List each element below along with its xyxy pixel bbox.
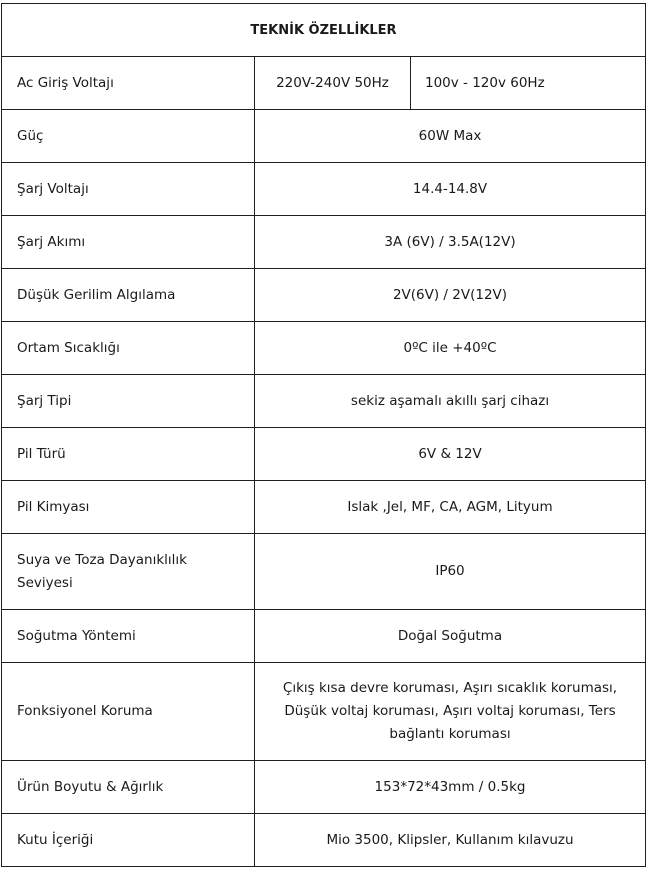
spec-table: [1, 3, 646, 867]
row-value: 6V & 12V: [255, 428, 646, 481]
table-row: [2, 814, 646, 867]
row-label: Ac Giriş Voltajı: [2, 57, 255, 110]
row-label: Ortam Sıcaklığı: [2, 322, 255, 375]
table-row: [2, 110, 646, 163]
row-value: Doğal Soğutma: [255, 610, 646, 663]
row-value: IP60: [255, 534, 646, 610]
row-label: Şarj Voltajı: [2, 163, 255, 216]
table-row: [2, 163, 646, 216]
table-row: [2, 375, 646, 428]
row-value: 2V(6V) / 2V(12V): [255, 269, 646, 322]
table-row: [2, 269, 646, 322]
table-row: [2, 610, 646, 663]
row-value: Çıkış kısa devre koruması, Aşırı sıcaklık koruması, Düşük voltaj koruması, Aşırı voltaj koruması, Ters bağlantı koruması: [255, 663, 646, 761]
row-label: Fonksiyonel Koruma: [2, 663, 255, 761]
row-value: 60W Max: [255, 110, 646, 163]
table-title: TEKNİK ÖZELLİKLER: [2, 4, 646, 57]
table-row: [2, 663, 646, 761]
table-row: [2, 428, 646, 481]
row-label: Ürün Boyutu & Ağırlık: [2, 761, 255, 814]
table-row: [2, 481, 646, 534]
row-label: Soğutma Yöntemi: [2, 610, 255, 663]
row-value: 153*72*43mm / 0.5kg: [255, 761, 646, 814]
row-value-50hz: 220V-240V 50Hz: [255, 57, 411, 110]
row-label: Pil Türü: [2, 428, 255, 481]
row-label: Düşük Gerilim Algılama: [2, 269, 255, 322]
row-value: sekiz aşamalı akıllı şarj cihazı: [255, 375, 646, 428]
table-row: [2, 57, 646, 110]
table-row: [2, 322, 646, 375]
table-row: [2, 534, 646, 610]
row-label: Kutu İçeriği: [2, 814, 255, 867]
row-label: Güç: [2, 110, 255, 163]
table-row: [2, 216, 646, 269]
row-value: 14.4-14.8V: [255, 163, 646, 216]
row-label: Suya ve Toza Dayanıklılık Seviyesi: [2, 534, 255, 610]
row-label: Şarj Akımı: [2, 216, 255, 269]
row-value: 0ºC ile +40ºC: [255, 322, 646, 375]
row-label: Şarj Tipi: [2, 375, 255, 428]
row-value: 3A (6V) / 3.5A(12V): [255, 216, 646, 269]
table-row: [2, 761, 646, 814]
row-value-60hz: 100v - 120v 60Hz: [411, 57, 646, 110]
row-label: Pil Kimyası: [2, 481, 255, 534]
row-value: Mio 3500, Klipsler, Kullanım kılavuzu: [255, 814, 646, 867]
row-value: Islak ,Jel, MF, CA, AGM, Lityum: [255, 481, 646, 534]
